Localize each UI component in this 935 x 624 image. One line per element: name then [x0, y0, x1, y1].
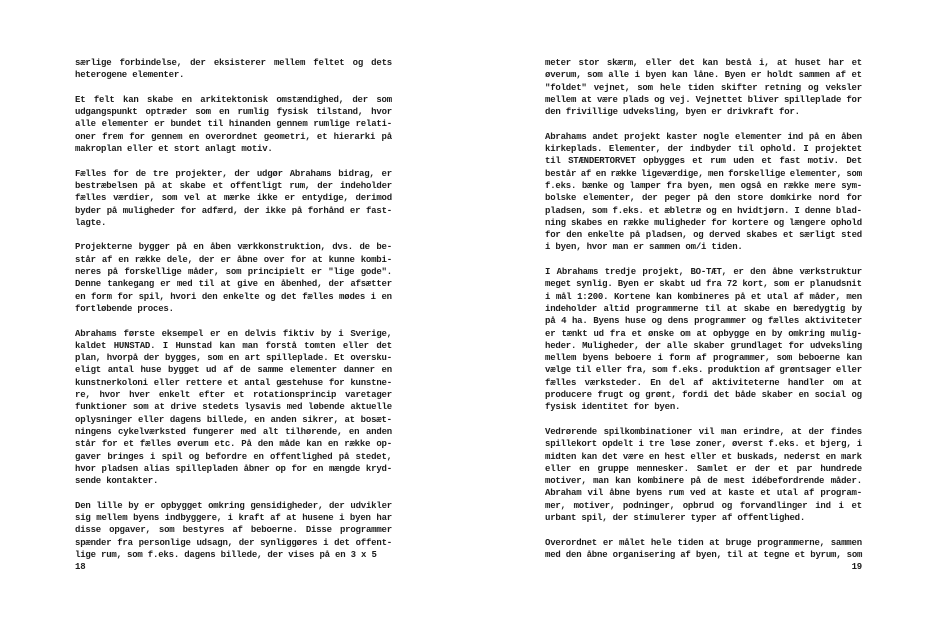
text-line: fælles værdier, som vel at mærke ikke er entydige, derimod — [75, 193, 392, 204]
text-line: i byen, hvor man er sammen om/i tiden. — [545, 242, 743, 253]
text-line: Abrahams første eksempel er en delvis fiktiv by i Sverige, — [75, 328, 392, 339]
text-line: alle elementer er bundet til hinanden gennem rumlige relati- — [75, 119, 392, 130]
text-line: neres på forskellige måder, som principielt er "lige gode". — [75, 267, 392, 278]
paragraph — [75, 328, 392, 488]
text-line: i mål 1:200. Kortene kan kombineres på et utal af måder, men — [545, 291, 862, 302]
text-line: er tænkt ud fra et ønske om at opbygge en by omkring mulig- — [545, 328, 862, 339]
text-line: producere frugt og grønt, fordi det både skaber en social og — [545, 390, 862, 401]
text-line: Den lille by er opbygget omkring gensidigheder, der udvikler — [75, 500, 392, 511]
text-line: kunstnerkoloni eller rettere et antal gæstehuse for kunstne- — [75, 377, 392, 388]
paragraph — [545, 57, 862, 118]
text-line: plan, hvorpå der bygges, som en art spilleplade. Et oversku- — [75, 353, 392, 364]
text-line: Overordnet er målet hele tiden at bruge programmerne, sammen — [545, 537, 862, 548]
text-line: en form for spil, hvori den enkelte og det fælles mødes i en — [75, 291, 392, 302]
paragraph — [75, 94, 392, 155]
text-line: Denne tankegang er med til at give en åbenhed, der afsætter — [75, 279, 392, 290]
text-line: makroplan eller et stort anlagt motiv. — [75, 144, 273, 155]
text-line: Abraham vil åbne byens rum ved at kaste et utal af program- — [545, 488, 862, 499]
text-line: heder. Muligheder, der alle skaber grundlaget for udveksling — [545, 340, 862, 351]
text-line: sende kontakter. — [75, 476, 159, 487]
text-line: på 4 ha. Byens huse og dens programmer og fælles aktiviteter — [545, 316, 862, 327]
text-line: vælge til eller fra, som f.eks. produktion af grøntsager eller — [545, 365, 862, 376]
text-line: disse opgaver, som bestyres af beboerne. Disse programmer — [75, 525, 392, 536]
left-page-text — [75, 57, 392, 561]
right-page-number: 19 — [851, 562, 862, 572]
text-line: Abrahams andet projekt kaster nogle elementer ind på en åben — [545, 131, 862, 142]
right-page-text — [545, 57, 862, 561]
text-line: spænder fra personlige udsagn, der synliggøres i det offent- — [75, 537, 392, 548]
text-line: udgangspunkt optræder som en rumlig fysisk tilstand, hvor — [75, 107, 392, 118]
text-line: heterogene elementer. — [75, 70, 185, 81]
text-line: for den enkelte på pladsen, og derved skabes et særligt sted — [545, 230, 862, 241]
paragraph — [545, 131, 862, 254]
text-line: urbant spil, der stimulerer typer af offentlighed. — [545, 512, 806, 523]
text-line: Projekterne bygger på en åben værkkonstruktion, dvs. de be- — [75, 242, 392, 253]
paragraph — [545, 537, 862, 562]
text-line: kirkeplads. Elementer, der indbyder til ophold. I projektet — [545, 144, 862, 155]
text-line: meter stor skærm, eller det kan bestå i, at huset har et — [545, 58, 862, 68]
text-line: funktioner som at drive stedets lysavis med løbende aktuelle — [75, 402, 392, 413]
text-line: motiver, man kan kombinere på de mest idébefordrende måder. — [545, 476, 862, 487]
text-line: meget synlig. Byen er skabt ud fra 72 kort, som er planudsnit — [545, 279, 862, 290]
text-line: øverum, som alle i byen kan låne. Byen er holdt sammen af et — [545, 70, 862, 81]
text-line: Vedrørende spilkombinationer vil man erindre, at der findes — [545, 426, 862, 437]
text-line: indeholder altid programmerne til at skabe en bæredygtig by — [545, 303, 862, 314]
text-line: gaver bringes i spil og befordre en offentlighed på stedet, — [75, 451, 392, 462]
paragraph — [545, 426, 862, 524]
paragraph — [545, 266, 862, 414]
text-line: byder på muligheder for adfærd, der ikke på forhånd er fast- — [75, 205, 392, 216]
text-line: Et felt kan skabe en arkitektonisk omstændighed, der som — [75, 94, 392, 105]
text-line: fælles værksteder. En del af aktiviteterne handler om at — [545, 377, 862, 388]
text-line: står af en række dele, der er åbne over for at kunne kombi- — [75, 254, 392, 265]
text-line: oplysninger eller dagens billede, en anden sikrer, at bosæt- — [75, 414, 392, 425]
text-line: pladsen, som f.eks. et æbletræ og en hvidtjørn. I denne blad- — [545, 205, 862, 216]
text-line: til STÆNDERTORVET opbygges et rum uden et fast motiv. Det — [545, 156, 862, 167]
left-page-number: 18 — [75, 562, 86, 572]
text-line: med den åbne organisering af byen, til at tegne et byrum, som — [545, 549, 863, 560]
text-line: f.eks. bænke og lamper fra byen, men også en række mere sym- — [545, 180, 862, 191]
text-line: ningens cykelværksted fungerer med alt tilhørende, en anden — [75, 426, 392, 437]
text-line: lige rum, som f.eks. dagens billede, der vises på en 3 x 5 — [75, 549, 377, 560]
text-line: "foldet" vejnet, som hele tiden skifter retning og veksler — [545, 82, 862, 93]
paragraph — [75, 168, 392, 229]
paragraph — [75, 500, 392, 561]
text-line: eller en gruppe mennesker. Samlet er der et par hundrede — [545, 463, 862, 474]
text-line: eligt antal huse bygget ud af de samme elementer danner en — [75, 365, 392, 376]
paragraph — [75, 57, 392, 82]
text-line: består af en række ligeværdige, men forskellige elementer, som — [545, 168, 862, 179]
text-line: sig mellem byens indbyggere, i kraft af at husene i byen har — [75, 512, 392, 523]
text-line: lagte. — [75, 217, 107, 228]
text-line: særlige forbindelse, der eksisterer mellem feltet og dets — [75, 58, 392, 68]
text-line: I Abrahams tredje projekt, BO-TÆT, er den åbne værkstruktur — [545, 267, 862, 278]
text-line: fysisk identitet for byen. — [545, 402, 681, 413]
text-line: mellem byens beboere i form af programmer, som beboerne kan — [545, 353, 862, 364]
text-line: bestræbelsen på at skabe et offentligt rum, der indeholder — [75, 180, 392, 191]
text-line: mellem at være plads og vej. Vejnettet bliver spilleplade for — [545, 94, 862, 105]
text-line: fortløbende proces. — [75, 303, 174, 314]
text-line: hvor pladsen alias spillepladen åbner op for en mængde kryd- — [75, 463, 392, 474]
text-line: spillekort opdelt i tre løse zoner, øverst f.eks. et bjerg, i — [545, 439, 862, 450]
text-line: Fælles for de tre projekter, der udgør Abrahams bidrag, er — [75, 168, 392, 179]
text-line: den frivillige udveksling, byen er drivkraft for. — [545, 107, 800, 118]
text-line: står for et fælles øverum etc. På den måde kan en række op- — [75, 439, 392, 450]
text-line: re, hvor hver enkelt efter et rotationsprincip varetager — [75, 390, 392, 401]
text-line: mer, motiver, podninger, opbrud og forvandlinger ind i et — [545, 500, 862, 511]
text-line: kaldet HUNSTAD. I Hunstad kan man forstå tomten eller det — [75, 340, 392, 351]
paragraph — [75, 241, 392, 315]
text-line: oner frem for gennem en overordnet geometri, et hierarki på — [75, 131, 392, 142]
text-line: bolske elementer, der peger på den store domkirke nord for — [545, 193, 862, 204]
text-line: ning skabes en række muligheder for kortere og længere ophold — [545, 217, 862, 228]
text-line: midten kan det være en hest eller et buskads, nederst en mark — [545, 451, 862, 462]
